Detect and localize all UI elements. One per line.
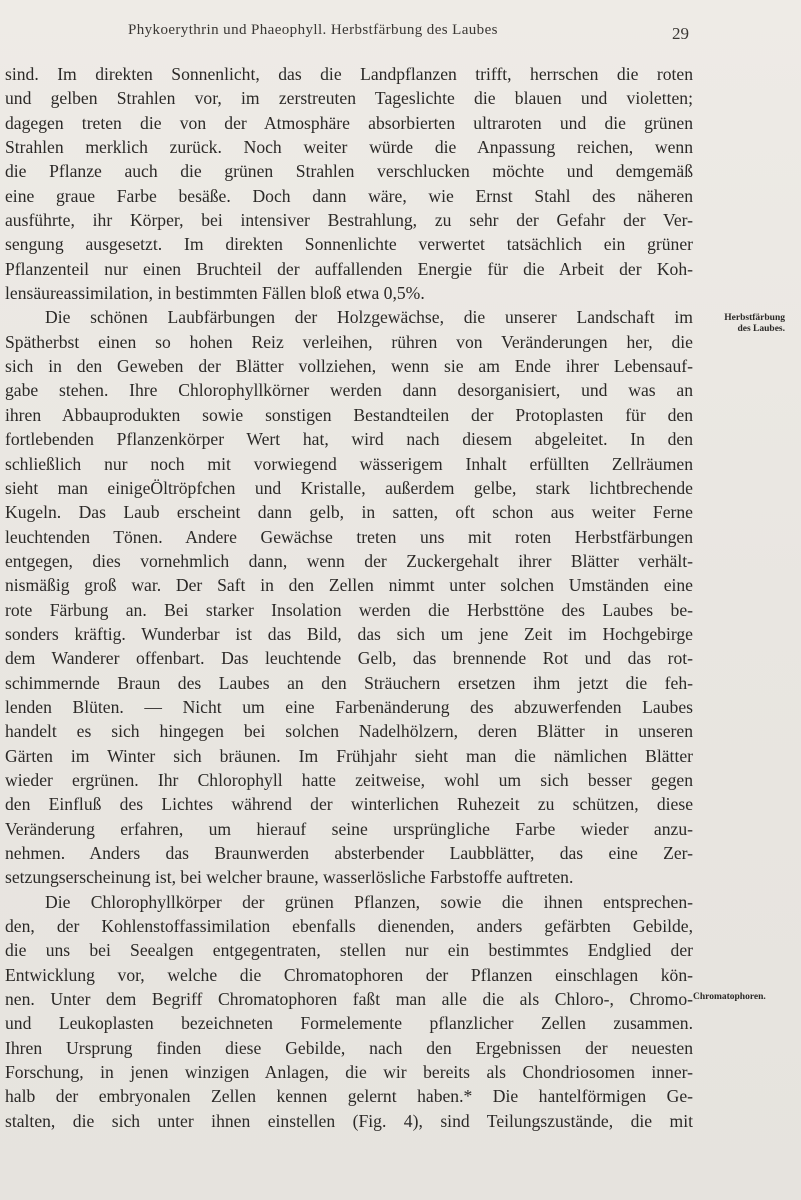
text-line: Entwicklung vor, welche die Chromatophoren der Pflanzen einschlagen kön- [5,964,693,985]
text-line: setzungserscheinung ist, bei welcher braune, wasserlösliche Farbstoffe auftreten. [5,867,574,888]
margin-note-line: Herbstfärbung [724,313,785,323]
text-line: den, der Kohlenstoffassimilation ebenfalls dienenden, anders gefärbten Gebilde, [5,916,693,937]
page-number: 29 [672,24,689,43]
text-line: Forschung, in jenen winzigen Anlagen, die wir bereits als Chondriosomen inner- [5,1062,693,1083]
text-line: schließlich nur noch mit vorwiegend wässerigem Inhalt erfüllten Zellräumen [5,453,693,474]
body-text [5,62,693,1133]
paragraph-start-line: Die Chlorophyllkörper der grünen Pflanzen, sowie die ihnen entsprechen- [45,891,693,912]
text-line: sieht man einigeÖltröpfchen und Kristalle, außerdem gelbe, stark lichtbrechende [5,477,693,498]
text-line: fortlebenden Pflanzenkörper Wert hat, wird nach diesem abgeleitet. In den [5,429,693,450]
text-line: rote Färbung an. Bei starker Insolation werden die Herbsttöne des Laubes be- [5,599,693,620]
text-line: sich in den Geweben der Blätter vollziehen, wenn sie am Ende ihrer Lebensauf- [5,356,693,377]
text-line: Ihren Ursprung finden diese Gebilde, nach den Ergebnissen der neuesten [5,1037,693,1058]
running-title: Phykoerythrin und Phaeophyll. Herbstfärbung des Laubes [128,22,498,38]
text-line: Kugeln. Das Laub erscheint dann gelb, in satten, oft schon aus weiter Ferne [5,502,693,523]
text-line: handelt es sich hingegen bei solchen Nadelhölzern, deren Blätter in unseren [5,721,693,742]
paragraph-start-line: Die schönen Laubfärbungen der Holzgewächse, die unserer Landschaft im [45,307,693,328]
text-line: entgegen, dies vornehmlich dann, wenn der Zuckergehalt ihrer Blätter verhält- [5,550,693,571]
text-line: und gelben Strahlen vor, im zerstreuten Tageslichte die blauen und violetten; [5,88,693,109]
text-line: Pflanzenteil nur einen Bruchteil der auffallenden Energie für die Arbeit der Koh- [5,258,693,279]
text-line: lensäureassimilation, in bestimmten Fällen bloß etwa 0,5%. [5,283,425,304]
text-line: sengung ausgesetzt. Im direkten Sonnenlichte verwertet tatsächlich ein grüner [5,234,693,255]
margin-note-line: des Laubes. [737,324,785,334]
text-line: die uns bei Seealgen entgegentraten, stellen nur ein bestimmtes Endglied der [5,940,693,961]
text-line: gabe stehen. Ihre Chlorophyllkörner werden dann desorganisiert, und was an [5,380,693,401]
text-line: halb der embryonalen Zellen kennen gelernt haben.* Die hantelförmigen Ge- [5,1086,693,1107]
text-line: die Pflanze auch die grünen Strahlen verschlucken möchte und demgemäß [5,161,693,182]
text-line: sind. Im direkten Sonnenlicht, das die Landpflanzen trifft, herrschen die roten [5,64,693,84]
text-line: ihren Abbauprodukten sowie sonstigen Bestandteilen der Protoplasten für den [5,404,693,425]
text-line: den Einfluß des Lichtes während der winterlichen Ruhezeit zu schützen, diese [5,794,693,815]
margin-note-chromatophoren: Chromatophoren. [693,992,766,1002]
text-line: nen. Unter dem Begriff Chromatophoren faßt man alle die als Chloro-, Chromo- [5,989,693,1010]
text-line: leuchtenden Tönen. Andere Gewächse treten uns mit roten Herbstfärbungen [5,526,693,547]
text-line: stalten, die sich unter ihnen einstellen (Fig. 4), sind Teilungszustände, die mit [5,1110,693,1131]
text-line: Gärten im Winter sich bräunen. Im Frühjahr sieht man die nämlichen Blätter [5,745,693,766]
text-line: ausführte, ihr Körper, bei intensiver Bestrahlung, zu sehr der Gefahr der Ver- [5,210,693,231]
text-line: und Leukoplasten bezeichneten Formelemente pflanzlicher Zellen zusammen. [5,1013,693,1034]
text-line: sonders kräftig. Wunderbar ist das Bild, das sich um jene Zeit im Hochgebirge [5,623,693,644]
margin-note-herbstfaerbung [697,313,785,335]
text-line: nismäßig groß war. Der Saft in den Zellen nimmt unter solchen Umständen eine [5,575,693,596]
text-line: schimmernde Braun des Laubes an den Sträuchern ersetzen ihm jetzt die feh- [5,672,693,693]
text-line: dem Wanderer offenbart. Das leuchtende Gelb, das brennende Rot und das rot- [5,648,693,669]
running-head [0,18,801,48]
text-line: Strahlen merklich zurück. Noch weiter würde die Anpassung reichen, wenn [5,137,693,158]
text-line: wieder ergrünen. Ihr Chlorophyll hatte zeitweise, wohl um sich besser gegen [5,769,693,790]
text-line: dagegen treten die von der Atmosphäre absorbierten ultraroten und die grünen [5,112,693,133]
text-line: nehmen. Anders das Braunwerden absterbender Laubblätter, das eine Zer- [5,843,693,863]
text-line: eine graue Farbe besäße. Doch dann wäre, wie Ernst Stahl des näheren [5,185,693,206]
text-line: Veränderung erfahren, um hierauf seine ursprüngliche Farbe wieder anzu- [5,818,693,839]
text-line: lenden Blüten. — Nicht um eine Farbenänderung des abzuwerfenden Laubes [5,696,693,717]
text-line: Spätherbst einen so hohen Reiz verleihen, rühren von Veränderungen her, die [5,331,693,352]
